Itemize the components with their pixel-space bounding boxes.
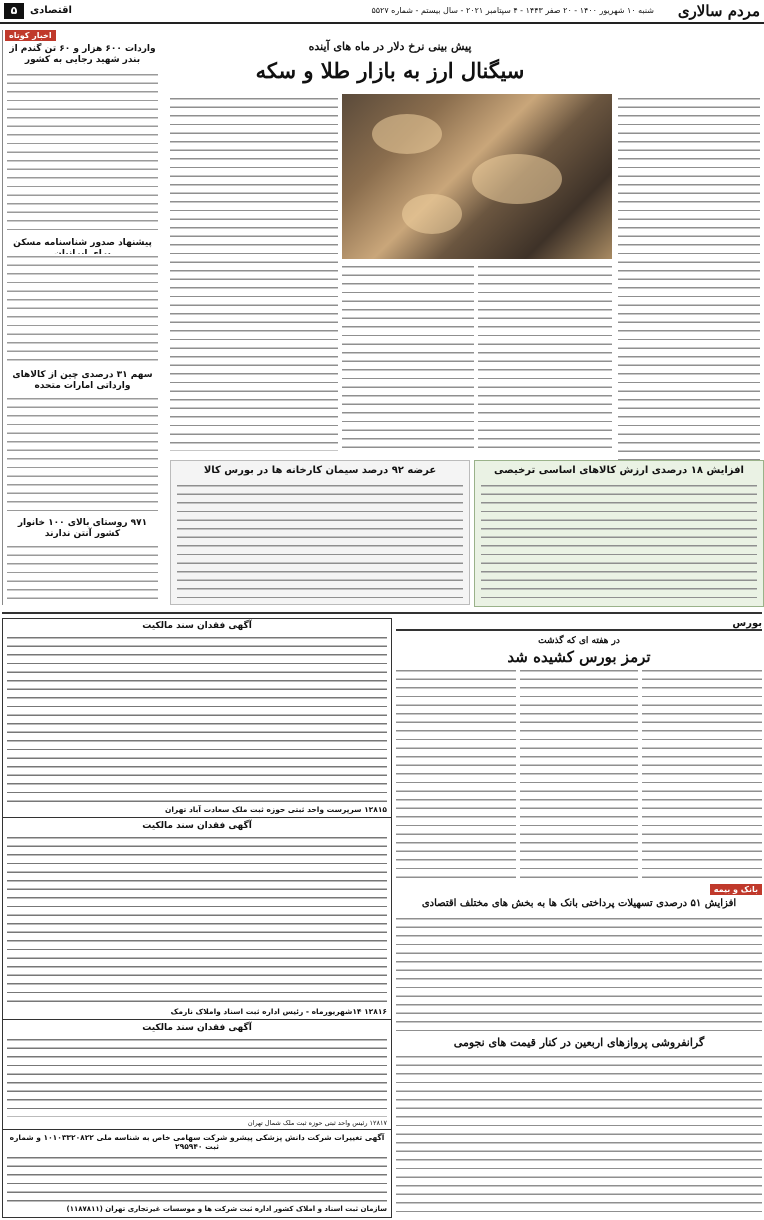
lead-photo [342, 94, 612, 259]
bourse-section [396, 618, 762, 880]
ad2-title: آگهی فقدان سند مالکیت [142, 821, 252, 831]
section-divider [2, 612, 762, 614]
bank-title: افزایش ۵۱ درصدی تسهیلات پرداختی بانک ها به بخش های مختلف اقتصادی [421, 898, 737, 909]
lead-title: سیگنال ارز به بازار طلا و سکه [255, 58, 525, 83]
lead-body-col3 [342, 264, 474, 454]
bank-tag: بانک و بیمه [710, 884, 762, 895]
cement-box-title: عرضه ۹۲ درصد سیمان کارخانه ها در بورس کالا [203, 465, 437, 476]
sidebar-news1-body [7, 72, 158, 232]
ad2-body [7, 835, 387, 1005]
bourse-body-col1 [642, 668, 762, 880]
cement-box-body [177, 483, 463, 598]
bank-section [396, 884, 762, 1034]
sidebar-news1-title: واردات ۶۰۰ هزار و ۶۰ تن گندم از بندر شهید رجایی به کشور [9, 44, 156, 65]
sidebar-tag: اخبار کوتاه [5, 30, 56, 41]
bank-body [396, 916, 762, 1034]
ad4-footer: سازمان ثبت اسناد و املاک کشور اداره ثبت شرکت ها و موسسات غیرتجاری تهران (۱۱۸۷۸۱۱) [66, 1205, 387, 1213]
newspaper-brand: مردم سالاری [677, 2, 760, 20]
bourse-kicker: در هفته ای که گذشت [538, 636, 620, 646]
ad4-body [7, 1155, 387, 1203]
ad3-title: آگهی فقدان سند مالکیت [142, 1023, 252, 1033]
imports-box-body [481, 483, 757, 600]
issue-meta: شنبه ۱۰ شهریور ۱۴۰۰ - ۲۰ صفر ۱۴۴۳ - ۴ سپتامبر ۲۰۲۱ - سال بیستم - شماره ۵۵۲۷ [371, 6, 654, 15]
flight-body [396, 1054, 762, 1218]
imports-box-title: افزایش ۱۸ درصدی ارزش کالاهای اساسی ترخیصی [494, 465, 744, 476]
ad3-footer: ۱۲۸۱۷ رئیس واحد ثبتی حوزه ثبت ملک شمال تهران [247, 1119, 387, 1127]
ad3-body [7, 1037, 387, 1117]
sidebar-news4-body [7, 544, 158, 604]
bourse-section-label: بورس [396, 618, 762, 631]
ad1-body [7, 635, 387, 803]
bourse-body-col3 [396, 668, 516, 880]
flight-section [396, 1036, 762, 1218]
ad1-footer: ۱۲۸۱۵ سرپرست واحد ثبتی حوزه ثبت ملک سعادت آباد تهران [164, 805, 387, 814]
page-number: ۵ [4, 3, 24, 19]
lead-body-col4 [478, 264, 612, 454]
cement-box [170, 460, 470, 605]
ad4-title: آگهی تغییرات شرکت دانش پزشکی پیشرو شرکت سهامی خاص به شناسه ملی ۱۰۱۰۳۳۲۰۸۲۲ و شماره ثبت ۲۹۵۹۴۰ [9, 1133, 385, 1151]
ad1-title: آگهی فقدان سند مالکیت [142, 621, 252, 631]
sidebar-news3-body [7, 396, 158, 511]
lead-body-col2 [170, 96, 338, 451]
sidebar-news4-title: ۹۷۱ روستای بالای ۱۰۰ خانوار کشور آنتن ندارند [17, 518, 148, 539]
bourse-title: ترمز بورس کشیده شد [507, 648, 651, 666]
legal-ads [2, 618, 392, 1218]
sidebar-column [2, 30, 162, 605]
lead-kicker: پیش بینی نرخ دلار در ماه های آینده [308, 40, 472, 53]
sidebar-news2-body [7, 254, 158, 364]
section-label: اقتصادی [30, 5, 72, 16]
masthead [0, 0, 764, 24]
ad2-footer: ۱۲۸۱۶ ۱۴شهریورماه - رئیس اداره ثبت اسناد واملاک نارمک [170, 1007, 387, 1016]
imports-box [474, 460, 764, 607]
flight-title: گرانفروشی پروازهای اربعین در کنار قیمت های نجومی [453, 1036, 705, 1049]
sidebar-news3-title: سهم ۳۱ درصدی چین از کالاهای وارداتی امارات متحده [12, 370, 153, 391]
bourse-body-col2 [520, 668, 638, 880]
sidebar-news2-title: پیشنهاد صدور شناسنامه مسکن [13, 238, 152, 248]
